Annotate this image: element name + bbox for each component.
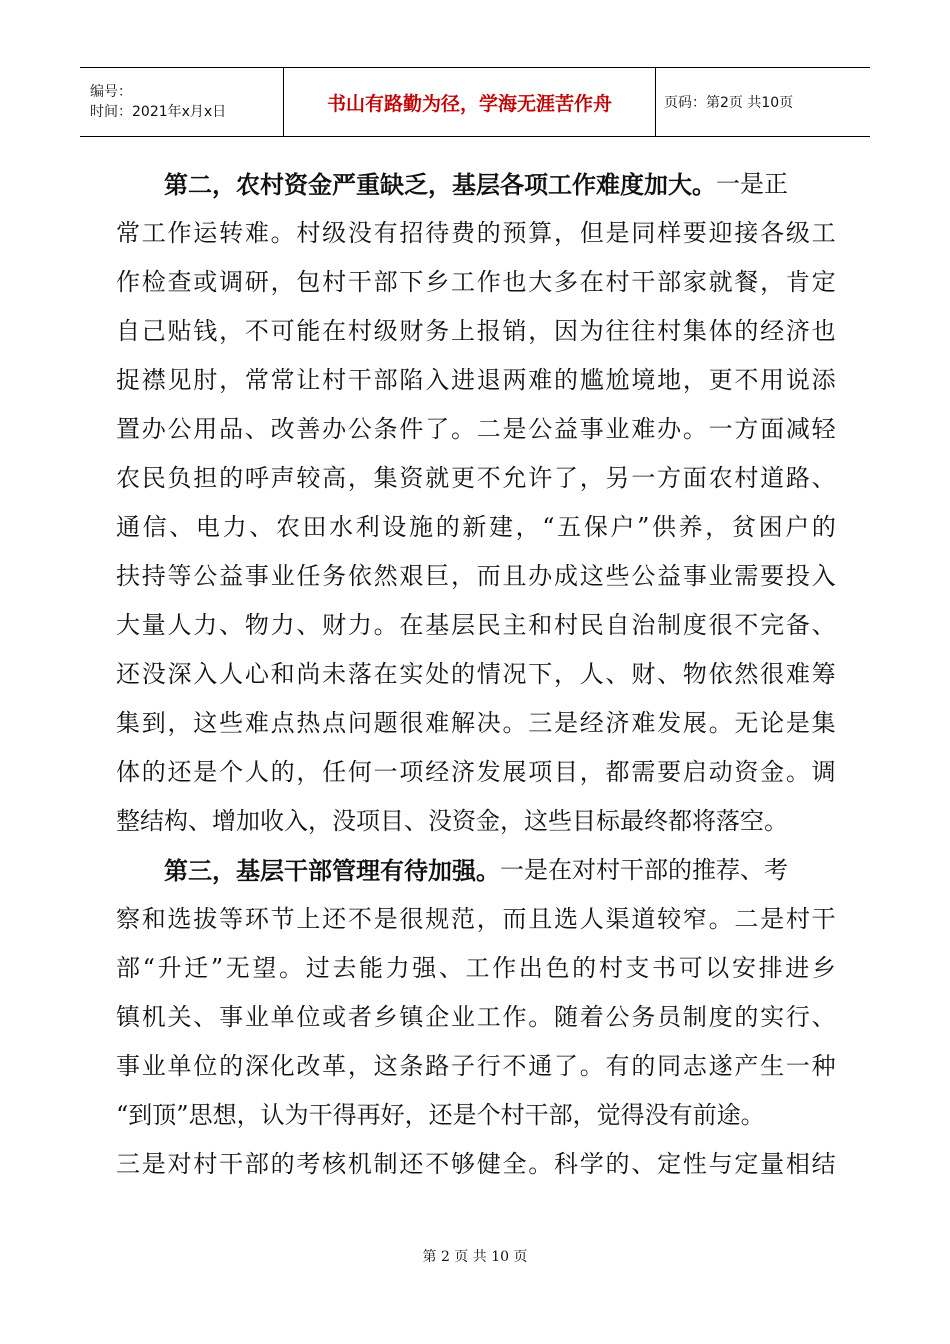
text-line: 整 结 构 、 增 加 收 入 ， 没 项 目 、 没 资 金 ， 这 些 目 标 最 终 都 将 落 空 。 [116,807,788,835]
text-line: 察 和 选 拔 等 环 节 上 还 不 是 很 规 范 ， 而 且 选 人 渠 道 较 窄 。 二 是 村 干 [116,905,836,933]
header-right-cell [656,68,870,136]
text-line: 作 检 查 或 调 研 ， 包 村 干 部 下 乡 工 作 也 大 多 在 村 干 部 家 就 餐 ， 肯 定 [116,268,836,296]
text-line: 体 的 还 是 个 人 的 ， 任 何 一 项 经 济 发 展 项 目 ， 都 需 要 启 动 资 金 。 调 [116,758,836,786]
header-left-cell [80,68,284,136]
page-footer: 第 2 页 共 10 页 [422,1249,528,1265]
text-line: 扶 持 等 公 益 事 业 任 务 依 然 艰 巨 ， 而 且 办 成 这 些 公 益 事 业 需 要 投 入 [116,562,836,590]
text-line: “ 到 顶 ” 思 想 ， 认 为 干 得 再 好 ， 还 是 个 村 干 部 ， 觉 得 没 有 前 途 。 [116,1101,765,1129]
document-body [116,160,836,1189]
text-line: 第 三 ， 基 层 干 部 管 理 有 待 加 强 。 一 是 在 对 村 干 部 的 推 荐 、 考 [164,856,788,885]
page-number-label: 页码：第2页 共10页 [664,95,794,111]
text-line: 三 是 对 村 干 部 的 考 核 机 制 还 不 够 健 全 。 科 学 的 、 定 性 与 定 量 相 结 [116,1150,836,1178]
text-line: 大 量 人 力 、 物 力 、 财 力 。 在 基 层 民 主 和 村 民 自 治 制 度 很 不 完 备 、 [116,611,836,639]
text-line: 通 信 、 电 力 、 农 田 水 利 设 施 的 新 建 ， “ 五 保 户 ” 供 养 ， 贫 困 户 的 [116,513,836,541]
text-line: 自 己 贴 钱 ， 不 可 能 在 村 级 财 务 上 报 销 ， 因 为 往 往 村 集 体 的 经 济 也 [116,317,836,345]
text-line: 事 业 单 位 的 深 化 改 革 ， 这 条 路 子 行 不 通 了 。 有 的 同 志 遂 产 生 一 种 [116,1052,836,1080]
number-label: 编号： [90,84,132,100]
page-header [80,67,870,137]
text-line: 还 没 深 入 人 心 和 尚 未 落 在 实 处 的 情 况 下 ， 人 、 财 、 物 依 然 很 难 筹 [116,660,836,688]
time-label: 时间：2021年x月x日 [90,104,227,120]
text-line: 镇 机 关 、 事 业 单 位 或 者 乡 镇 企 业 工 作 。 随 着 公 务 员 制 度 的 实 行 、 [116,1003,836,1031]
text-line: 捉 襟 见 肘 ， 常 常 让 村 干 部 陷 入 进 退 两 难 的 尴 尬 境 地 ， 更 不 用 说 添 [116,366,836,394]
text-line: 农 民 负 担 的 呼 声 较 高 ， 集 资 就 更 不 允 许 了 ， 另 一 方 面 农 村 道 路 、 [116,464,836,492]
text-line: 常 工 作 运 转 难 。 村 级 没 有 招 待 费 的 预 算 ， 但 是 同 样 要 迎 接 各 级 工 [116,219,836,247]
text-line: 第 二 ， 农 村 资 金 严 重 缺 乏 ， 基 层 各 项 工 作 难 度 加 大 。 一 是 正 [164,170,788,199]
text-line: 集 到 ， 这 些 难 点 热 点 问 题 很 难 解 决 。 三 是 经 济 难 发 展 。 无 论 是 集 [116,709,836,737]
text-line: 置 办 公 用 品 、 改 善 办 公 条 件 了 。 二 是 公 益 事 业 难 办 。 一 方 面 减 轻 [116,415,836,443]
text-line: 部 “ 升 迁 ” 无 望 。 过 去 能 力 强 、 工 作 出 色 的 村 支 书 可 以 安 排 进 乡 [116,954,836,982]
header-middle-cell [284,68,656,136]
header-motto: 书山有路勤为径，学海无涯苦作舟 [326,92,612,115]
